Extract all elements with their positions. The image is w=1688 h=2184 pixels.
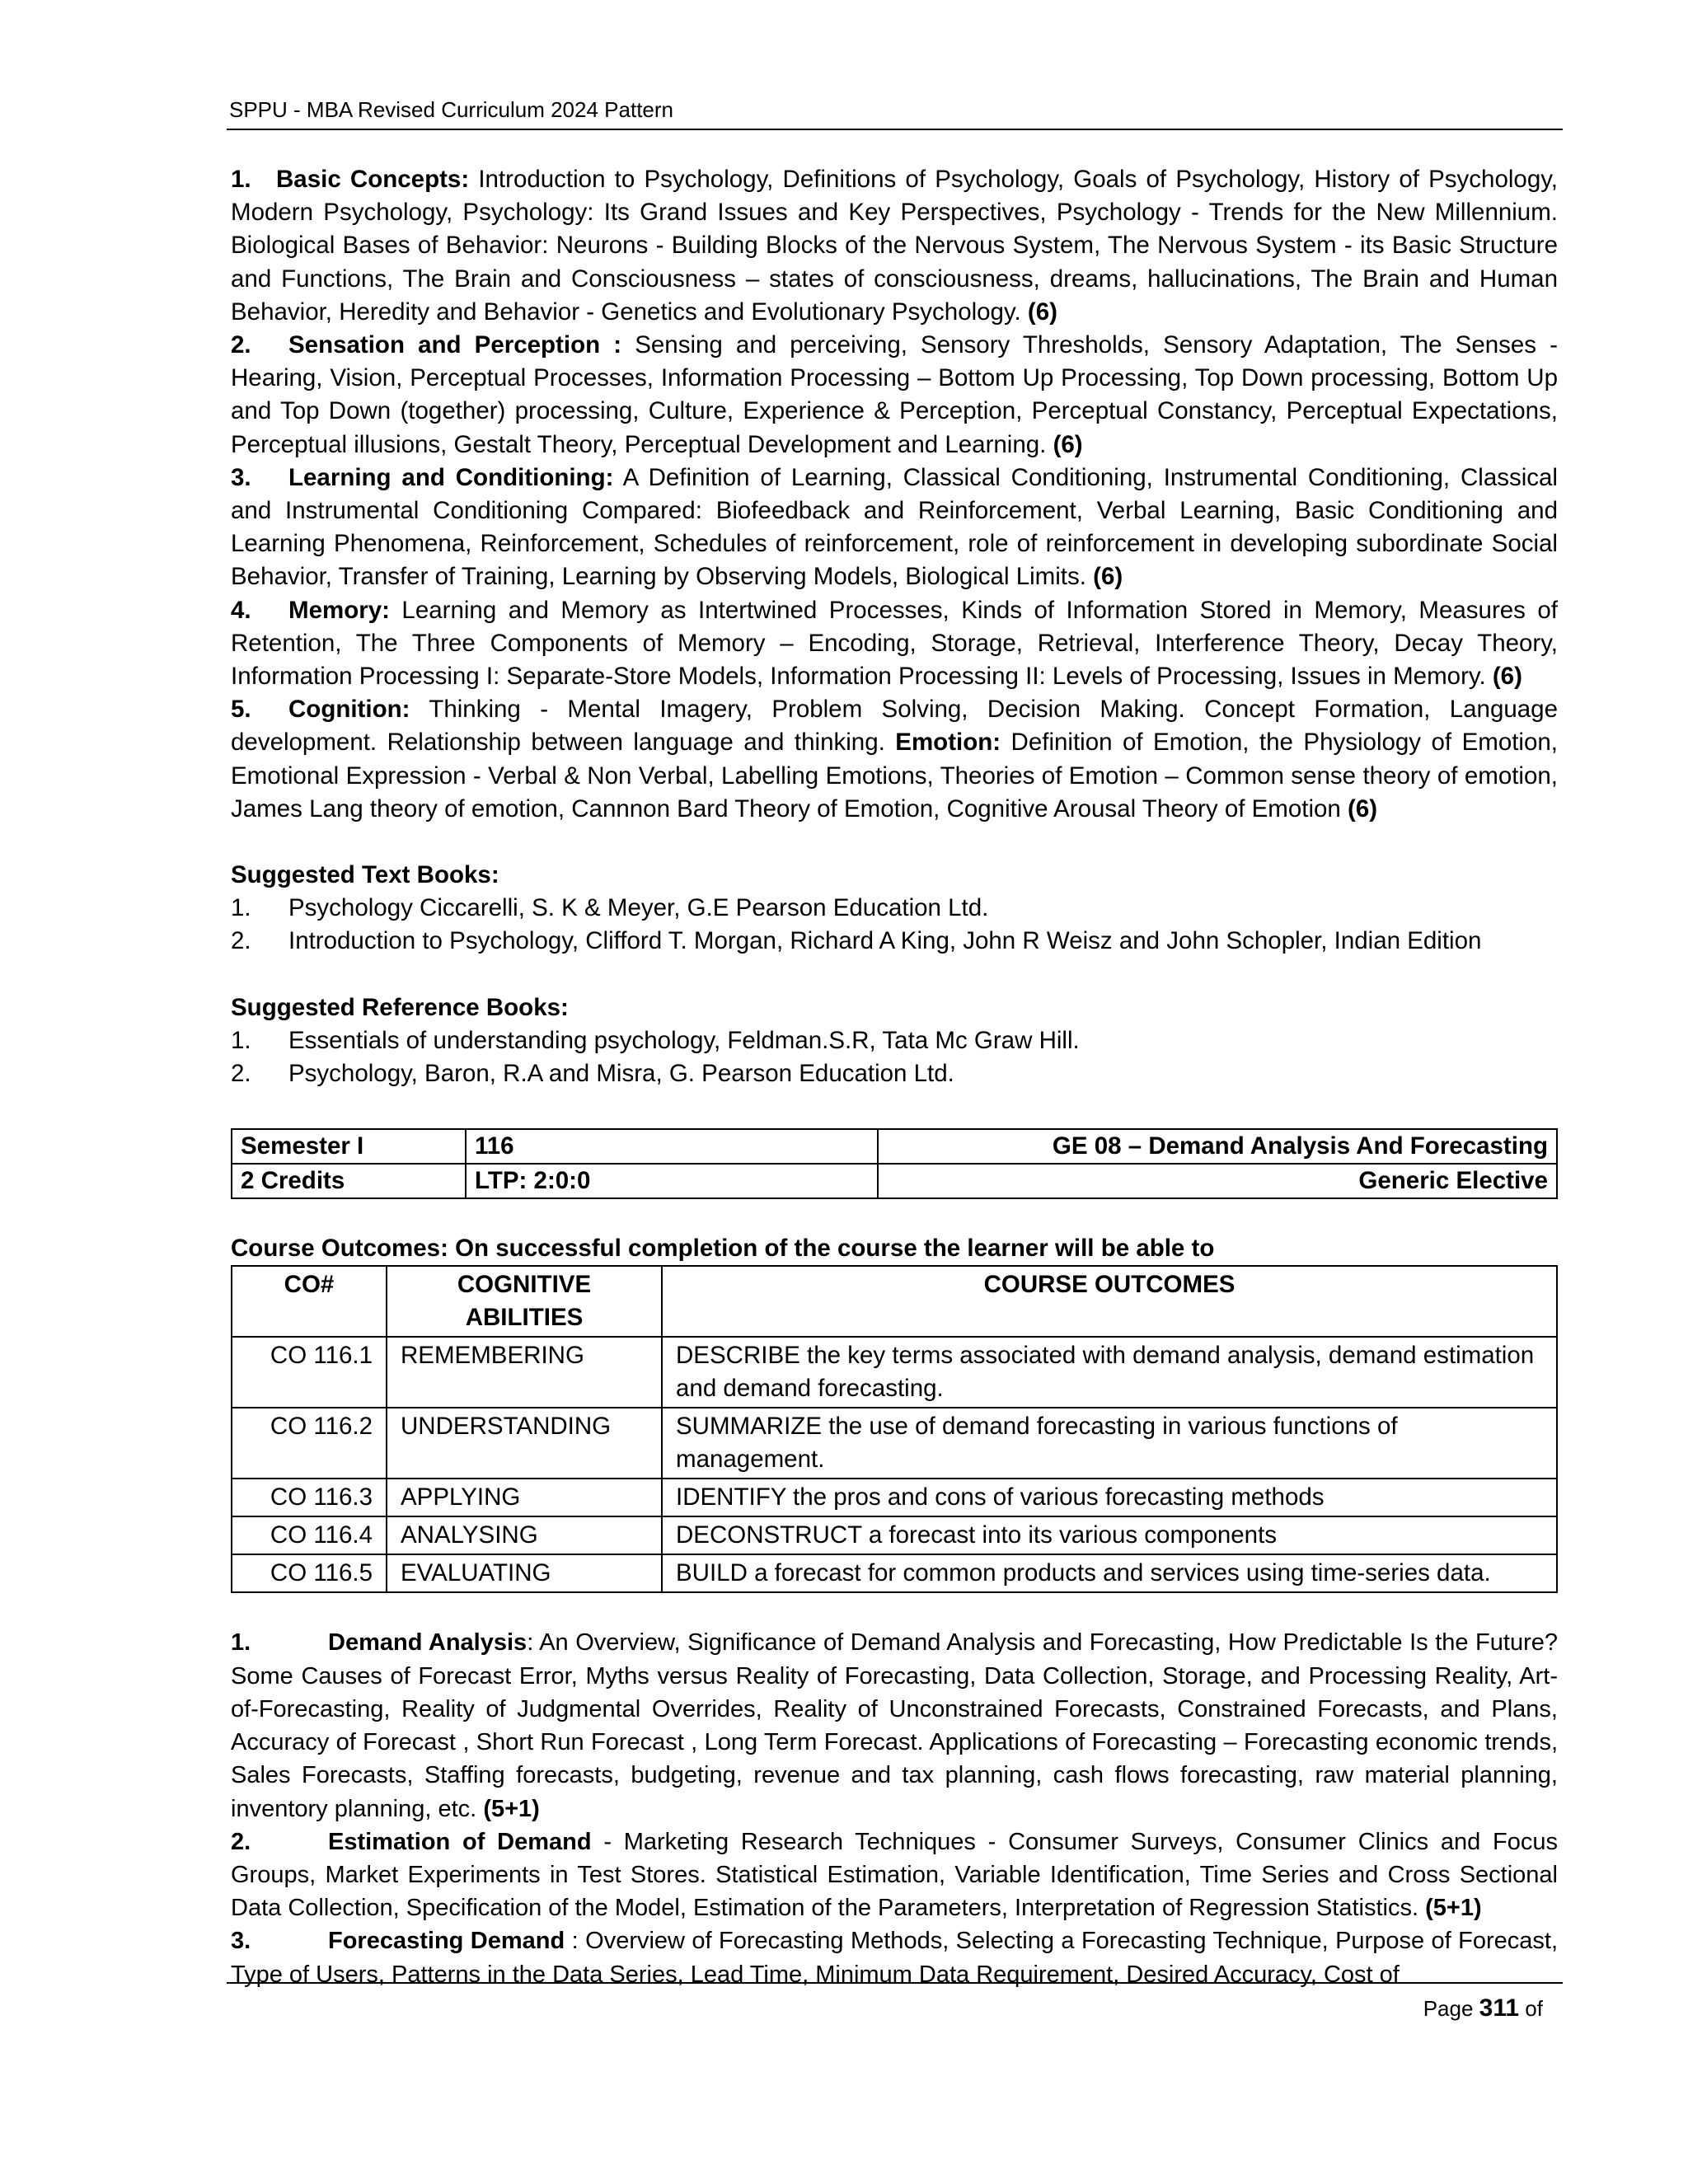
unit-body: A Definition of Learning, Classical Conditioning, Instrumental Conditioning, Classical and Instrumental Conditioning Compared: Biofeedback and Reinforcement, Verbal Learning, Basic Conditioning and Learning Phenomena, Reinforcement, Schedules of reinforcement, role of reinforcement in developing subordinate Social Behavior, Transfer of Training, Learning by Observing Models, Biological Limits. xyxy=(231,463,1558,591)
unit-title: Forecasting Demand xyxy=(328,1928,565,1955)
elective-type-cell: Generic Elective xyxy=(878,1164,1557,1198)
unit-item xyxy=(231,1924,1558,1990)
table-header-row xyxy=(232,1266,1557,1337)
page-header-title: SPPU - MBA Revised Curriculum 2024 Pattern xyxy=(229,97,673,122)
list-number: 1. xyxy=(231,894,251,922)
table-row xyxy=(232,1129,1557,1164)
unit-item xyxy=(231,594,1558,694)
reference-book-item xyxy=(231,1057,1558,1090)
reference-books-heading: Suggested Reference Books: xyxy=(231,993,569,1021)
footer-rule xyxy=(227,1982,1563,1984)
co-code-cell: CO 116.4 xyxy=(232,1516,387,1554)
course-info-table xyxy=(231,1128,1558,1199)
table-row xyxy=(232,1479,1557,1516)
cognitive-ability-cell: UNDERSTANDING xyxy=(387,1408,662,1479)
unit-title: Basic Concepts: xyxy=(276,166,470,193)
unit-body: Definition of Emotion, the Physiology of Emotion, Emotional Expression - Verbal & Non Verbal, Labelling Emotions, Theories of Emotion – Common sense theory of emotion, James Lang theory of emotion, Cannnon Bard Theory of Emotion, Cognitive Arousal Theory of Emotion xyxy=(231,729,1558,823)
list-number: 2. xyxy=(231,927,251,955)
table-row xyxy=(232,1554,1557,1592)
ltp-cell: LTP: 2:0:0 xyxy=(466,1164,878,1198)
unit-body: : An Overview, Significance of Demand Analysis and Forecasting, How Predictable Is the Future? Some Causes of Forecast Error, Myths versus Reality of Forecasting, Data Collection, Storage, and Processing Reality, Art- of-Forecasting, Reality of Judgmental Overrides, Reality of Unconstrained Forecasts, Constrained Forecasts, and Plans, Accuracy of Forecast , Short Run Forecast , Long Term Forecast. Applications of Forecasting – Forecasting economic trends, Sales Forecasts, Staffing forecasts, budgeting, revenue and tax planning, cash flows forecasting, raw material planning, inventory planning, etc. xyxy=(231,1629,1558,1822)
unit-number: 3. xyxy=(231,1928,251,1955)
unit-body: Sensing and perceiving, Sensory Thresholds, Sensory Adaptation, The Senses - Hearing, Vision, Perceptual Processes, Information Processing – Bottom Up Processing, Top Down processing, Bottom Up and Top Down (together) processing, Culture, Experience & Perception, Perceptual Constancy, Perceptual Expectations, Perceptual illusions, Gestalt Theory, Perceptual Development and Learning. xyxy=(231,331,1558,458)
table-row xyxy=(232,1164,1557,1198)
spacer xyxy=(231,1593,1558,1626)
unit-number: 5. xyxy=(231,696,251,724)
cognitive-ability-cell: REMEMBERING xyxy=(387,1337,662,1408)
column-header: COURSE OUTCOMES xyxy=(662,1266,1557,1337)
column-header: CO# xyxy=(232,1266,387,1337)
co-code-cell: CO 116.5 xyxy=(232,1554,387,1592)
list-text: Psychology, Baron, R.A and Misra, G. Pearson Education Ltd. xyxy=(288,1060,954,1088)
unit-number: 1. xyxy=(231,1629,251,1657)
unit-marks: (5+1) xyxy=(1425,1895,1482,1922)
unit-subtitle: Emotion: xyxy=(895,729,1001,757)
header-rule xyxy=(227,129,1563,130)
cognitive-ability-cell: APPLYING xyxy=(387,1479,662,1516)
unit-number: 3. xyxy=(231,463,251,491)
list-text: Introduction to Psychology, Clifford T. Morgan, Richard A King, John R Weisz and John Schopler, Indian Edition xyxy=(288,927,1482,955)
reference-book-item xyxy=(231,1024,1558,1057)
unit-body: Learning and Memory as Intertwined Processes, Kinds of Information Stored in Memory, Measures of Retention, The Three Components of Memory – Encoding, Storage, Retrieval, Interference Theory, Decay Theory, Information Processing I: Separate-Store Models, Information Processing II: Levels of Processing, Issues in Memory. xyxy=(231,596,1558,691)
course-outcomes-table xyxy=(231,1265,1558,1593)
page-footer xyxy=(1423,1994,1543,2022)
co-code-cell: CO 116.1 xyxy=(232,1337,387,1408)
spacer xyxy=(231,958,1558,991)
unit-list-bottom xyxy=(231,1626,1558,1990)
unit-body: : Overview of Forecasting Methods, Selecting a Forecasting Technique, Purpose of Forecast, Type of Users, Patterns in the Data Series, Lead Time, Minimum Data Requirement, Desired Accuracy, Cost of xyxy=(231,1928,1559,1988)
unit-item xyxy=(231,1626,1558,1825)
list-number: 2. xyxy=(231,1060,251,1088)
course-code-cell: 116 xyxy=(466,1129,878,1164)
unit-number: 1. xyxy=(231,166,251,193)
unit-title: Sensation and Perception : xyxy=(288,331,622,359)
unit-item xyxy=(231,329,1558,462)
cognitive-ability-cell: ANALYSING xyxy=(387,1516,662,1554)
unit-marks: (5+1) xyxy=(483,1795,540,1822)
text-book-item xyxy=(231,892,1558,925)
page-number: 311 xyxy=(1479,1994,1520,2022)
course-outcome-cell: SUMMARIZE the use of demand forecasting in various functions of management. xyxy=(662,1408,1557,1479)
course-outcome-cell: DESCRIBE the key terms associated with demand analysis, demand estimation and demand forecasting. xyxy=(662,1337,1557,1408)
unit-title: Memory: xyxy=(288,596,390,624)
unit-title: Learning and Conditioning: xyxy=(288,463,614,491)
page-label: Page xyxy=(1423,1996,1479,2021)
unit-number: 2. xyxy=(231,331,251,359)
unit-marks: (6) xyxy=(1053,430,1083,458)
unit-body: - Marketing Research Techniques - Consumer Surveys, Consumer Clinics and Focus Groups, Market Experiments in Test Stores. Statistical Estimation, Variable Identification, Time Series and Cross Sectional Data Collection, Specification of the Model, Estimation of the Parameters, Interpretation of Regression Statistics. xyxy=(231,1828,1558,1922)
co-code-cell: CO 116.3 xyxy=(232,1479,387,1516)
page-content xyxy=(231,163,1558,1991)
unit-item xyxy=(231,462,1558,594)
list-text: Psychology Ciccarelli, S. K & Meyer, G.E Pearson Education Ltd. xyxy=(288,894,989,922)
page-suffix: of xyxy=(1519,1996,1543,2021)
unit-item xyxy=(231,693,1558,826)
table-row xyxy=(232,1516,1557,1554)
list-number: 1. xyxy=(231,1026,251,1054)
unit-list-top xyxy=(231,163,1558,826)
unit-marks: (6) xyxy=(1348,794,1378,823)
spacer xyxy=(231,826,1558,859)
list-text: Essentials of understanding psychology, Feldman.S.R, Tata Mc Graw Hill. xyxy=(288,1026,1080,1054)
unit-body: Introduction to Psychology, Definitions of Psychology, Goals of Psychology, History of Psychology, Modern Psychology, Psychology: Its Grand Issues and Key Perspectives, Psychology - Trends for the New Millennium. Biological Bases of Behavior: Neurons - Building Blocks of the Nervous System, The Nervous System - its Basic Structure and Functions, The Brain and Consciousness – states of consciousness, dreams, hallucinations, The Brain and Human Behavior, Heredity and Behavior - Genetics and Evolutionary Psychology. xyxy=(231,166,1558,326)
unit-marks: (6) xyxy=(1093,563,1123,591)
semester-cell: Semester I xyxy=(232,1129,466,1164)
column-header: COGNITIVE ABILITIES xyxy=(387,1266,662,1337)
course-outcome-cell: BUILD a forecast for common products and services using time-series data. xyxy=(662,1554,1557,1592)
co-code-cell: CO 116.2 xyxy=(232,1408,387,1479)
unit-number: 2. xyxy=(231,1828,251,1855)
unit-marks: (6) xyxy=(1027,298,1057,326)
credits-cell: 2 Credits xyxy=(232,1164,466,1198)
unit-item xyxy=(231,163,1558,329)
course-outcome-cell: IDENTIFY the pros and cons of various forecasting methods xyxy=(662,1479,1557,1516)
text-books-heading: Suggested Text Books: xyxy=(231,861,499,889)
text-book-item xyxy=(231,925,1558,958)
unit-item xyxy=(231,1825,1558,1925)
unit-title: Estimation of Demand xyxy=(328,1828,592,1855)
course-outcome-cell: DECONSTRUCT a forecast into its various components xyxy=(662,1516,1557,1554)
unit-number: 4. xyxy=(231,596,251,624)
unit-title: Demand Analysis xyxy=(328,1629,528,1657)
course-title-cell: GE 08 – Demand Analysis And Forecasting xyxy=(878,1129,1557,1164)
cognitive-ability-cell: EVALUATING xyxy=(387,1554,662,1592)
table-row xyxy=(232,1408,1557,1479)
unit-title: Cognition: xyxy=(288,696,410,724)
unit-marks: (6) xyxy=(1492,663,1522,691)
table-row xyxy=(232,1337,1557,1408)
course-outcomes-heading: Course Outcomes: On successful completion of the course the learner will be able to xyxy=(231,1235,1215,1263)
unit-body: Thinking - Mental Imagery, Problem Solving, Decision Making. Concept Formation, Language development. Relationship between language and thinking. xyxy=(231,696,1558,757)
